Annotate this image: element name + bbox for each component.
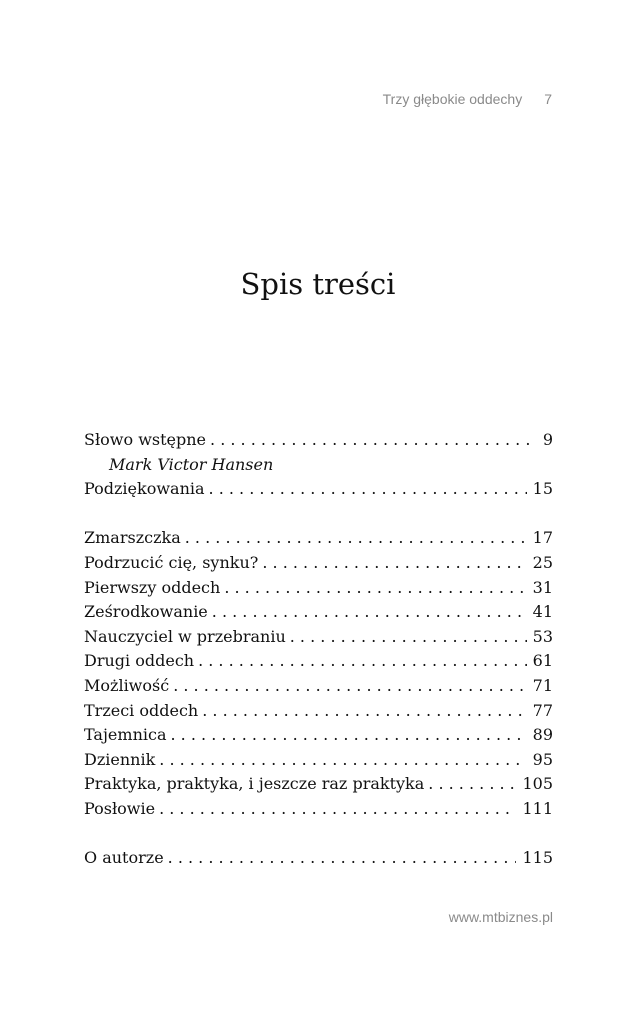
toc-entry[interactable] [84, 428, 553, 453]
toc-entry[interactable] [84, 600, 553, 625]
toc-entry-author: Mark Victor Hansen [109, 454, 274, 474]
toc-entry-page: 25 [532, 552, 553, 572]
toc-entry-page: 61 [532, 651, 553, 671]
toc-entry-page: 111 [522, 798, 553, 818]
toc-entry-page: 53 [532, 626, 553, 646]
dot-leader [210, 428, 537, 453]
toc-entry-page: 9 [542, 430, 553, 449]
toc-entry-page: 89 [532, 725, 553, 745]
page-number: 7 [544, 91, 552, 107]
publisher-url: www.mtbiznes.pl [448, 909, 553, 925]
running-head [0, 91, 552, 107]
toc-entry[interactable] [84, 625, 553, 650]
toc-entry-page: 77 [532, 700, 553, 720]
toc-entry-page: 115 [522, 848, 553, 868]
toc-entry-title: Pierwszy oddech [84, 577, 221, 597]
toc-entry[interactable] [84, 526, 553, 551]
dot-leader [185, 526, 527, 551]
toc-entry-title: Ześrodkowanie [84, 602, 208, 622]
toc-entry[interactable] [84, 699, 553, 724]
toc-entry[interactable] [84, 477, 553, 502]
toc-entry-title: Możliwość [84, 675, 170, 695]
toc-entry-title: Dziennik [84, 749, 156, 769]
toc-entry-page: 15 [532, 479, 553, 499]
toc-entry[interactable] [84, 748, 553, 773]
dot-leader [171, 723, 527, 748]
toc-entry-page: 31 [532, 577, 553, 597]
toc-entry-page: 71 [532, 675, 553, 695]
toc-entry-title: Słowo wstępne [84, 430, 207, 449]
page-title: Spis treści [240, 267, 396, 301]
toc-entry[interactable] [84, 551, 553, 576]
dot-leader [159, 748, 526, 773]
dot-leader [290, 625, 527, 650]
toc-entry-title: Podziękowania [84, 479, 205, 499]
toc-entry[interactable] [84, 576, 553, 601]
toc-entry-title: Podrzucić cię, synku? [84, 552, 259, 572]
toc-entry[interactable] [84, 846, 553, 871]
toc-entry-page: 17 [532, 528, 553, 548]
section-gap [84, 822, 553, 847]
toc-entry-title: Nauczyciel w przebraniu [84, 626, 286, 646]
toc-entry[interactable] [84, 772, 553, 797]
toc-entry-title: Praktyka, praktyka, i jeszcze raz praktyka [84, 774, 425, 794]
toc-entry-title: Posłowie [84, 798, 156, 818]
dot-leader [428, 772, 516, 797]
dot-leader [209, 477, 527, 502]
toc-entry-title: Trzeci oddech [84, 700, 199, 720]
toc-entry-page: 95 [532, 749, 553, 769]
toc-entry-title: Tajemnica [84, 725, 167, 745]
dot-leader [198, 649, 527, 674]
toc-entry[interactable] [84, 797, 553, 822]
dot-leader [173, 674, 526, 699]
dot-leader [224, 576, 526, 601]
toc-entry-title: Zmarszczka [84, 528, 181, 548]
toc-entry[interactable] [84, 649, 553, 674]
toc-entry-title: Drugi oddech [84, 651, 195, 671]
dot-leader [168, 846, 517, 871]
toc-entry[interactable] [84, 723, 553, 748]
section-gap [84, 502, 553, 527]
dot-leader [202, 699, 526, 724]
table-of-contents [84, 428, 553, 871]
running-head-title: Trzy głębokie oddechy [382, 91, 523, 107]
toc-entry[interactable] [84, 674, 553, 699]
toc-entry-page: 105 [522, 774, 553, 794]
dot-leader [159, 797, 516, 822]
toc-entry-title: O autorze [84, 848, 164, 868]
toc-entry-page: 41 [532, 602, 553, 622]
dot-leader [212, 600, 527, 625]
dot-leader [262, 551, 526, 576]
